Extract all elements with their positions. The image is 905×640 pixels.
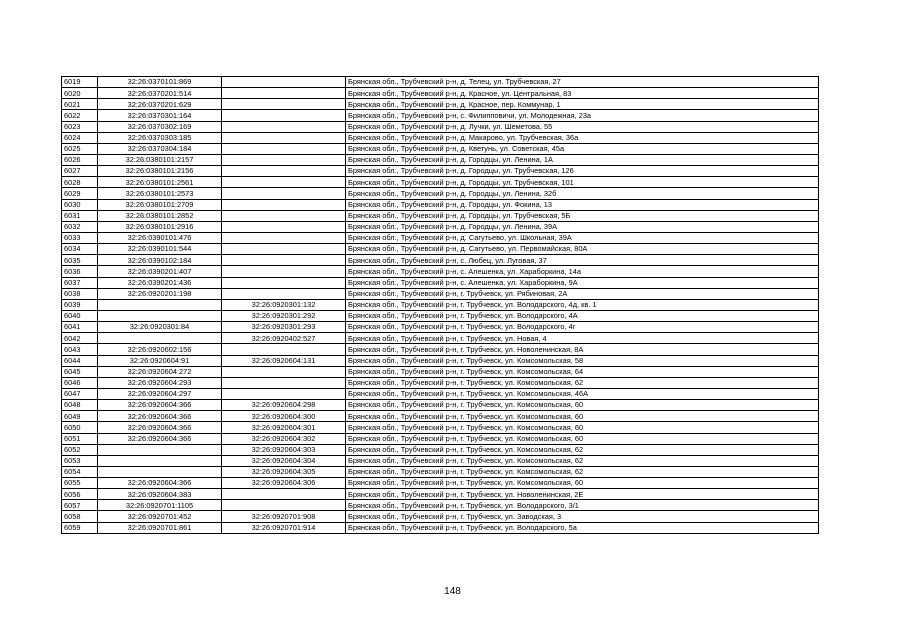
row-number-cell: 6059	[62, 522, 98, 533]
land-cadastral-number-cell: 32:26:0380101:2561	[98, 177, 222, 188]
land-cadastral-number-cell	[98, 444, 222, 455]
land-cadastral-number-cell: 32:26:0390102:184	[98, 255, 222, 266]
building-cadastral-number-cell: 32:26:0920301:292	[222, 310, 346, 321]
table-row	[62, 255, 819, 266]
row-number-cell: 6030	[62, 199, 98, 210]
address-cell: Брянская обл., Трубчевский р-н, г. Трубчевск, ул. Заводская, 3	[346, 511, 819, 522]
building-cadastral-number-cell: 32:26:0920604:131	[222, 355, 346, 366]
row-number-cell: 6044	[62, 355, 98, 366]
registry-table	[61, 76, 819, 534]
address-cell: Брянская обл., Трубчевский р-н, г. Трубчевск, ул. Рябиновая, 2А	[346, 288, 819, 299]
building-cadastral-number-cell: 32:26:0920301:293	[222, 322, 346, 333]
building-cadastral-number-cell	[222, 77, 346, 88]
row-number-cell: 6043	[62, 344, 98, 355]
address-cell: Брянская обл., Трубчевский р-н, г. Трубчевск, ул. Комсомольская, 58	[346, 355, 819, 366]
building-cadastral-number-cell: 32:26:0920604:302	[222, 433, 346, 444]
table-row	[62, 344, 819, 355]
table-row	[62, 299, 819, 310]
address-cell: Брянская обл., Трубчевский р-н, г. Трубчевск, ул. Новоленинская, 2Е	[346, 489, 819, 500]
building-cadastral-number-cell	[222, 489, 346, 500]
building-cadastral-number-cell: 32:26:0920301:132	[222, 299, 346, 310]
building-cadastral-number-cell	[222, 210, 346, 221]
address-cell: Брянская обл., Трубчевский р-н, с. Любец, ул. Луговая, 37	[346, 255, 819, 266]
address-cell: Брянская обл., Трубчевский р-н, г. Трубчевск, ул. Комсомольская, 60	[346, 422, 819, 433]
row-number-cell: 6019	[62, 77, 98, 88]
address-cell: Брянская обл., Трубчевский р-н, д. Кветунь, ул. Советская, 45а	[346, 143, 819, 154]
building-cadastral-number-cell	[222, 388, 346, 399]
land-cadastral-number-cell: 32:26:0380101:2157	[98, 154, 222, 165]
building-cadastral-number-cell	[222, 199, 346, 210]
address-cell: Брянская обл., Трубчевский р-н, д. Городцы, ул. Ленина, 39А	[346, 221, 819, 232]
land-cadastral-number-cell: 32:26:0920701:861	[98, 522, 222, 533]
building-cadastral-number-cell: 32:26:0920701:908	[222, 511, 346, 522]
address-cell: Брянская обл., Трубчевский р-н, д. Городцы, ул. Фокина, 13	[346, 199, 819, 210]
row-number-cell: 6027	[62, 166, 98, 177]
address-cell: Брянская обл., Трубчевский р-н, г. Трубчевск, ул. Володарского, 4д, кв. 1	[346, 299, 819, 310]
row-number-cell: 6048	[62, 400, 98, 411]
row-number-cell: 6040	[62, 310, 98, 321]
address-cell: Брянская обл., Трубчевский р-н, д. Телец, ул. Трубчевская, 27	[346, 77, 819, 88]
address-cell: Брянская обл., Трубчевский р-н, д. Лучки, ул. Шеметова, 55	[346, 121, 819, 132]
table-row	[62, 310, 819, 321]
registry-table-body	[62, 77, 819, 534]
land-cadastral-number-cell: 32:26:0390201:407	[98, 266, 222, 277]
land-cadastral-number-cell: 32:26:0920604:366	[98, 433, 222, 444]
table-row	[62, 244, 819, 255]
land-cadastral-number-cell: 32:26:0370303:185	[98, 132, 222, 143]
building-cadastral-number-cell	[222, 232, 346, 243]
table-row	[62, 433, 819, 444]
land-cadastral-number-cell: 32:26:0380101:2852	[98, 210, 222, 221]
building-cadastral-number-cell	[222, 255, 346, 266]
table-row	[62, 132, 819, 143]
row-number-cell: 6031	[62, 210, 98, 221]
row-number-cell: 6025	[62, 143, 98, 154]
table-row	[62, 277, 819, 288]
address-cell: Брянская обл., Трубчевский р-н, с. Алешенка, ул. Хараборкина, 14а	[346, 266, 819, 277]
row-number-cell: 6052	[62, 444, 98, 455]
table-row	[62, 266, 819, 277]
land-cadastral-number-cell: 32:26:0370304:184	[98, 143, 222, 154]
address-cell: Брянская обл., Трубчевский р-н, г. Трубчевск, ул. Комсомольская, 46А	[346, 388, 819, 399]
building-cadastral-number-cell	[222, 244, 346, 255]
table-row	[62, 511, 819, 522]
building-cadastral-number-cell	[222, 500, 346, 511]
row-number-cell: 6024	[62, 132, 98, 143]
table-row	[62, 400, 819, 411]
building-cadastral-number-cell: 32:26:0920604:301	[222, 422, 346, 433]
address-cell: Брянская обл., Трубчевский р-н, д. Макарово, ул. Трубчевская, 36а	[346, 132, 819, 143]
address-cell: Брянская обл., Трубчевский р-н, д. Городцы, ул. Трубчевская, 126	[346, 166, 819, 177]
row-number-cell: 6053	[62, 455, 98, 466]
building-cadastral-number-cell	[222, 266, 346, 277]
table-row	[62, 322, 819, 333]
land-cadastral-number-cell: 32:26:0920301:84	[98, 322, 222, 333]
row-number-cell: 6020	[62, 88, 98, 99]
land-cadastral-number-cell	[98, 310, 222, 321]
row-number-cell: 6035	[62, 255, 98, 266]
land-cadastral-number-cell: 32:26:0370302:169	[98, 121, 222, 132]
building-cadastral-number-cell	[222, 177, 346, 188]
land-cadastral-number-cell: 32:26:0920604:91	[98, 355, 222, 366]
table-row	[62, 88, 819, 99]
address-cell: Брянская обл., Трубчевский р-н, д. Городцы, ул. Ленина, 32б	[346, 188, 819, 199]
building-cadastral-number-cell: 32:26:0920604:300	[222, 411, 346, 422]
land-cadastral-number-cell: 32:26:0920602:156	[98, 344, 222, 355]
table-row	[62, 77, 819, 88]
building-cadastral-number-cell: 32:26:0920604:305	[222, 466, 346, 477]
land-cadastral-number-cell	[98, 333, 222, 344]
row-number-cell: 6057	[62, 500, 98, 511]
land-cadastral-number-cell	[98, 299, 222, 310]
land-cadastral-number-cell: 32:26:0920604:272	[98, 366, 222, 377]
land-cadastral-number-cell: 32:26:0920604:293	[98, 377, 222, 388]
row-number-cell: 6037	[62, 277, 98, 288]
table-row	[62, 500, 819, 511]
table-row	[62, 210, 819, 221]
land-cadastral-number-cell: 32:26:0390201:436	[98, 277, 222, 288]
row-number-cell: 6023	[62, 121, 98, 132]
land-cadastral-number-cell: 32:26:0370201:629	[98, 99, 222, 110]
land-cadastral-number-cell: 32:26:0380101:2709	[98, 199, 222, 210]
land-cadastral-number-cell: 32:26:0920604:366	[98, 400, 222, 411]
address-cell: Брянская обл., Трубчевский р-н, г. Трубчевск, ул. Новоленинская, 8А	[346, 344, 819, 355]
building-cadastral-number-cell: 32:26:0920604:304	[222, 455, 346, 466]
building-cadastral-number-cell	[222, 188, 346, 199]
address-cell: Брянская обл., Трубчевский р-н, г. Трубчевск, ул. Комсомольская, 62	[346, 444, 819, 455]
land-cadastral-number-cell: 32:26:0380101:2156	[98, 166, 222, 177]
land-cadastral-number-cell	[98, 466, 222, 477]
building-cadastral-number-cell: 32:26:0920604:303	[222, 444, 346, 455]
address-cell: Брянская обл., Трубчевский р-н, г. Трубчевск, ул. Комсомольская, 62	[346, 377, 819, 388]
building-cadastral-number-cell	[222, 143, 346, 154]
building-cadastral-number-cell	[222, 166, 346, 177]
land-cadastral-number-cell: 32:26:0390101:476	[98, 232, 222, 243]
table-row	[62, 422, 819, 433]
address-cell: Брянская обл., Трубчевский р-н, г. Трубчевск, ул. Володарского, 3/1	[346, 500, 819, 511]
row-number-cell: 6054	[62, 466, 98, 477]
table-row	[62, 99, 819, 110]
building-cadastral-number-cell	[222, 99, 346, 110]
land-cadastral-number-cell: 32:26:0390101:544	[98, 244, 222, 255]
building-cadastral-number-cell: 32:26:0920402:527	[222, 333, 346, 344]
row-number-cell: 6042	[62, 333, 98, 344]
row-number-cell: 6055	[62, 478, 98, 489]
address-cell: Брянская обл., Трубчевский р-н, г. Трубчевск, ул. Володарского, 4А	[346, 310, 819, 321]
row-number-cell: 6032	[62, 221, 98, 232]
table-row	[62, 188, 819, 199]
row-number-cell: 6026	[62, 154, 98, 165]
building-cadastral-number-cell	[222, 110, 346, 121]
land-cadastral-number-cell: 32:26:0370301:164	[98, 110, 222, 121]
row-number-cell: 6050	[62, 422, 98, 433]
land-cadastral-number-cell: 32:26:0920201:198	[98, 288, 222, 299]
row-number-cell: 6049	[62, 411, 98, 422]
table-row	[62, 355, 819, 366]
address-cell: Брянская обл., Трубчевский р-н, с. Алешенка, ул. Хараборкина, 9А	[346, 277, 819, 288]
address-cell: Брянская обл., Трубчевский р-н, д. Городцы, ул. Трубчевская, 101	[346, 177, 819, 188]
table-row	[62, 489, 819, 500]
address-cell: Брянская обл., Трубчевский р-н, г. Трубчевск, ул. Комсомольская, 60	[346, 478, 819, 489]
land-cadastral-number-cell: 32:26:0920701:1105	[98, 500, 222, 511]
row-number-cell: 6047	[62, 388, 98, 399]
land-cadastral-number-cell: 32:26:0370101:869	[98, 77, 222, 88]
building-cadastral-number-cell	[222, 132, 346, 143]
building-cadastral-number-cell	[222, 277, 346, 288]
table-row	[62, 388, 819, 399]
address-cell: Брянская обл., Трубчевский р-н, д. Красное, ул. Центральная, 83	[346, 88, 819, 99]
row-number-cell: 6058	[62, 511, 98, 522]
table-row	[62, 366, 819, 377]
table-row	[62, 154, 819, 165]
land-cadastral-number-cell: 32:26:0920604:366	[98, 422, 222, 433]
address-cell: Брянская обл., Трубчевский р-н, с. Филипповичи, ул. Молодежная, 23а	[346, 110, 819, 121]
address-cell: Брянская обл., Трубчевский р-н, г. Трубчевск, ул. Комсомольская, 60	[346, 411, 819, 422]
address-cell: Брянская обл., Трубчевский р-н, д. Сагутьево, ул. Школьная, 39А	[346, 232, 819, 243]
building-cadastral-number-cell: 32:26:0920604:306	[222, 478, 346, 489]
address-cell: Брянская обл., Трубчевский р-н, г. Трубчевск, ул. Комсомольская, 62	[346, 466, 819, 477]
row-number-cell: 6056	[62, 489, 98, 500]
building-cadastral-number-cell	[222, 221, 346, 232]
table-row	[62, 522, 819, 533]
address-cell: Брянская обл., Трубчевский р-н, д. Городцы, ул. Трубчевская, 5Б	[346, 210, 819, 221]
building-cadastral-number-cell: 32:26:0920604:298	[222, 400, 346, 411]
land-cadastral-number-cell: 32:26:0370201:514	[98, 88, 222, 99]
address-cell: Брянская обл., Трубчевский р-н, д. Красное, пер. Коммунар, 1	[346, 99, 819, 110]
row-number-cell: 6034	[62, 244, 98, 255]
address-cell: Брянская обл., Трубчевский р-н, г. Трубчевск, ул. Комсомольская, 60	[346, 400, 819, 411]
address-cell: Брянская обл., Трубчевский р-н, г. Трубчевск, ул. Володарского, 5а	[346, 522, 819, 533]
address-cell: Брянская обл., Трубчевский р-н, д. Городцы, ул. Ленина, 1А	[346, 154, 819, 165]
row-number-cell: 6038	[62, 288, 98, 299]
building-cadastral-number-cell	[222, 288, 346, 299]
table-row	[62, 466, 819, 477]
table-row	[62, 199, 819, 210]
land-cadastral-number-cell	[98, 455, 222, 466]
building-cadastral-number-cell	[222, 121, 346, 132]
table-row	[62, 288, 819, 299]
land-cadastral-number-cell: 32:26:0380101:2573	[98, 188, 222, 199]
address-cell: Брянская обл., Трубчевский р-н, г. Трубчевск, ул. Комсомольская, 60	[346, 433, 819, 444]
table-row	[62, 455, 819, 466]
table-row	[62, 221, 819, 232]
table-row	[62, 377, 819, 388]
table-row	[62, 333, 819, 344]
page-number: 148	[444, 586, 461, 597]
row-number-cell: 6033	[62, 232, 98, 243]
address-cell: Брянская обл., Трубчевский р-н, г. Трубчевск, ул. Комсомольская, 62	[346, 455, 819, 466]
table-row	[62, 411, 819, 422]
table-row	[62, 478, 819, 489]
address-cell: Брянская обл., Трубчевский р-н, г. Трубчевск, ул. Володарского, 4г	[346, 322, 819, 333]
building-cadastral-number-cell	[222, 377, 346, 388]
land-cadastral-number-cell: 32:26:0380101:2916	[98, 221, 222, 232]
row-number-cell: 6051	[62, 433, 98, 444]
table-row	[62, 143, 819, 154]
land-cadastral-number-cell: 32:26:0920701:452	[98, 511, 222, 522]
building-cadastral-number-cell	[222, 154, 346, 165]
building-cadastral-number-cell	[222, 344, 346, 355]
row-number-cell: 6039	[62, 299, 98, 310]
table-row	[62, 110, 819, 121]
address-cell: Брянская обл., Трубчевский р-н, г. Трубчевск, ул. Новая, 4	[346, 333, 819, 344]
row-number-cell: 6028	[62, 177, 98, 188]
address-cell: Брянская обл., Трубчевский р-н, д. Сагутьево, ул. Первомайская, 80А	[346, 244, 819, 255]
row-number-cell: 6046	[62, 377, 98, 388]
row-number-cell: 6036	[62, 266, 98, 277]
land-cadastral-number-cell: 32:26:0920604:366	[98, 411, 222, 422]
table-row	[62, 166, 819, 177]
land-cadastral-number-cell: 32:26:0920604:383	[98, 489, 222, 500]
land-cadastral-number-cell: 32:26:0920604:297	[98, 388, 222, 399]
table-row	[62, 444, 819, 455]
address-cell: Брянская обл., Трубчевский р-н, г. Трубчевск, ул. Комсомольская, 64	[346, 366, 819, 377]
row-number-cell: 6041	[62, 322, 98, 333]
building-cadastral-number-cell	[222, 88, 346, 99]
row-number-cell: 6021	[62, 99, 98, 110]
row-number-cell: 6022	[62, 110, 98, 121]
land-cadastral-number-cell: 32:26:0920604:366	[98, 478, 222, 489]
building-cadastral-number-cell	[222, 366, 346, 377]
building-cadastral-number-cell: 32:26:0920701:914	[222, 522, 346, 533]
row-number-cell: 6045	[62, 366, 98, 377]
table-row	[62, 232, 819, 243]
table-row	[62, 177, 819, 188]
row-number-cell: 6029	[62, 188, 98, 199]
table-row	[62, 121, 819, 132]
